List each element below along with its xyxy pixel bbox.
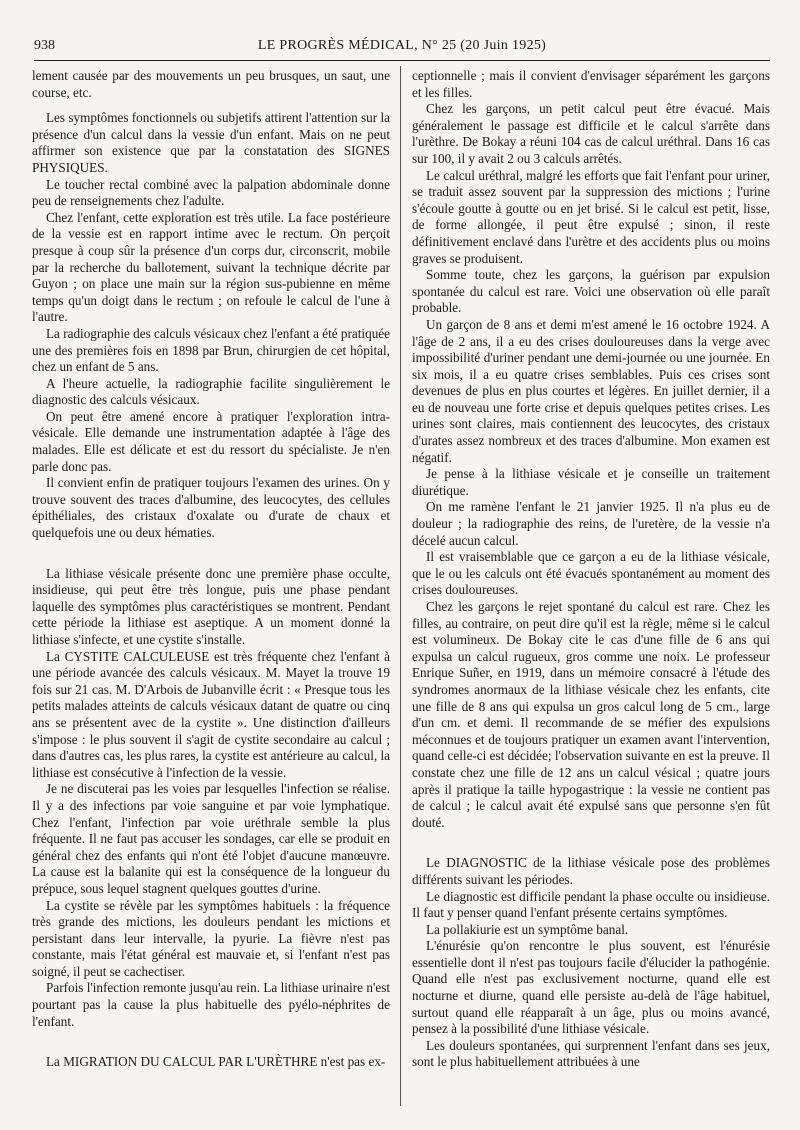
running-head: LE PROGRÈS MÉDICAL, N° 25 (20 Juin 1925)	[257, 38, 547, 53]
paragraph: Les symptômes fonctionnels ou subjetifs attirent l'attention sur la présence d'un calcul dans la vessie d'un enfant. Mais on ne peut affirmer son existence que par la constatation des SIGNES PHYSIQUES.	[32, 110, 390, 175]
paragraph: Chez les garçons le rejet spontané du calcul est rare. Chez les filles, au contraire, on peut dire qu'il est la règle, même si le calcul est volumineux. De Bokay cite le cas d'une fille de 6 ans qui expulsa un calcul rugueux, gros comme une noix. Le professeur Enrique Suñer, en 1919, dans un mémoire consacré à l'étude des syndromes anormaux de la lithiase vésicale chez les enfants, cite une fille de 8 ans qui expulsa un gros calcul long de 5 cm., large d'un cm. et demi. Il recommande de se méfier des expulsions méconnues et de toujours pratiquer un examen avant l'intervention, quand celle-ci est décidée; l'observation suivante en est la preuve. Il constate chez une fille de 12 ans un calcul vésical ; quatre jours après il pratique la taille hypogastrique : la vessie ne contient pas de calcul ; le calcul avait été expulsé sans que personne s'en fût douté.	[412, 599, 770, 830]
paragraph: Le diagnostic est difficile pendant la phase occulte ou insidieuse. Il faut y penser quand l'enfant présente certains symptômes.	[412, 888, 770, 921]
right-column	[412, 68, 770, 1071]
left-column	[32, 68, 390, 1071]
paragraph: Le toucher rectal combiné avec la palpation abdominale donne peu de renseignements chez l'adulte.	[32, 176, 390, 209]
page-number: 938	[34, 38, 55, 53]
paragraph: Les douleurs spontanées, qui surprennent l'enfant dans ses jeux, sont le plus habituellement attribuées à une	[412, 1037, 770, 1070]
paragraph: La MIGRATION DU CALCUL PAR L'URÈTHRE n'est pas ex-	[46, 1054, 386, 1070]
paragraph: Un garçon de 8 ans et demi m'est amené le 16 octobre 1924. A l'âge de 2 ans, il a eu des crises douloureuses dans la verge avec impossibilité d'uriner pendant une demi-journée ou une journée. En six mois, il a eu quatre crises semblables. Puis ces crises sont devenues de plus en plus courtes et légères. En juillet dernier, il a eu de nouveau une forte crise et depuis quelques petites crises. Les urines sont claires, mais contiennent des leucocytes, des cristaux d'urates assez nombreux et des traces d'albumine. Mon examen est négatif.	[412, 316, 770, 465]
paragraph: Chez l'enfant, cette exploration est très utile. La face postérieure de la vessie est en rapport intime avec le rectum. On perçoit presque à coup sûr la présence d'un corps dur, circonscrit, mobile par la recherche du ballotement, suivant la technique décrite par Guyon ; on place une main sur la région sus-pubienne en même temps qu'un doigt dans le rectum ; on refoule le calcul de l'une à l'autre.	[32, 209, 390, 325]
paragraph: La pollakiurie est un symptôme banal.	[426, 921, 629, 937]
paragraph: Il convient enfin de pratiquer toujours l'examen des urines. On y trouve souvent des traces d'albumine, des leucocytes, des cellules épithéliales, des cristaux d'oxalate ou d'urate de chaux et quelquefois une ou deux hématies.	[32, 475, 390, 541]
paragraph: Je pense à la lithiase vésicale et je conseille un traitement diurétique.	[412, 466, 770, 498]
paragraph: La CYSTITE CALCULEUSE est très fréquente chez l'enfant à une période avancée des calculs vésicaux. M. Mayet la trouve 19 fois sur 21 cas. M. D'Arbois de Jubanville écrit : « Presque tous les petits malades atteints de calculs vésicaux datant de quatre ou cinq ans se présentent avec de la cystite ». Une distinction d'ailleurs s'impose : le plus souvent il s'agit de cystite secondaire au calcul ; dans d'autres cas, les plus rares, la cystite est antérieure au calcul, la lithiase est consécutive à l'infection de la vessie.	[32, 648, 390, 780]
paragraph: Le calcul uréthral, malgré les efforts que fait l'enfant pour uriner, se traduit assez souvent par la suppression des mictions ; l'urine s'écoule goutte à goutte ou en jet brisé. Si le calcul est petit, lisse, de forme allongée, il peut être expulsé ; sinon, il reste définitivement enclavé dans l'urètre et des accidents plus ou moins graves se produisent.	[412, 167, 770, 266]
paragraph: On me ramène l'enfant le 21 janvier 1925. Il n'a plus eu de douleur ; la radiographie des reins, de l'uretère, de la vessie n'a décelé aucun calcul.	[412, 499, 770, 548]
paragraph: lement causée par des mouvements un peu brusques, un saut, une course, etc.	[32, 68, 390, 100]
paragraph: A l'heure actuelle, la radiographie facilite singulièrement le diagnostic des calculs vésicaux.	[32, 375, 390, 408]
paragraph: Le DIAGNOSTIC de la lithiase vésicale pose des problèmes différents suivant les périodes.	[412, 855, 770, 887]
paragraph: Je ne discuterai pas les voies par lesquelles l'infection se réalise. Il y a des infections par voie sanguine et par voie lymphatique. Chez l'enfant, l'infection par voie uréthrale semble la plus fréquente. Il ne faut pas accuser les sondages, car elle se produit en général chez des enfants qui n'ont été l'objet d'aucune manœuvre. La cause est la balanite qui est la conséquence de la longueur du prépuce, sous lequel stagnent quelques gouttes d'urine.	[32, 781, 390, 896]
paragraph: La radiographie des calculs vésicaux chez l'enfant a été pratiquée une des premières fois en 1898 par Brun, chirurgien de cet hôpital, chez un enfant de 5 ans.	[32, 325, 390, 375]
paragraph: On peut être amené encore à pratiquer l'exploration intra-vésicale. Elle demande une instrumentation adaptée à l'âge des malades. Elle est délicate et est du ressort du spécialiste. Je n'en parle donc pas.	[32, 408, 390, 474]
paragraph: L'énurésie qu'on rencontre le plus souvent, est l'énurésie essentielle dont il n'est pas toujours facile d'élucider la pathogénie. Quand elle n'est pas exclusivement nocturne, quand elle est nocturne et diurne, quand elle persiste au-delà de l'âge habituel, surtout quand elle réapparaît à un âge, plus ou moins avancé, pensez à la possibilité d'une lithiase vésicale.	[412, 938, 770, 1037]
page-header	[34, 36, 770, 61]
paragraph: Parfois l'infection remonte jusqu'au rein. La lithiase urinaire n'est pourtant pas la cause la plus habituelle des pyélo-néphrites de l'enfant.	[32, 980, 390, 1029]
column-divider	[400, 66, 401, 1106]
paragraph: Il est vraisemblable que ce garçon a eu de la lithiase vésicale, que le ou les calculs ont été évacués spontanément au moment des crises douloureuses.	[412, 549, 770, 598]
paragraph: Somme toute, chez les garçons, la guérison par expulsion spontanée du calcul est rare. Voici une observation où elle paraît probable.	[412, 267, 770, 316]
paragraph: Chez les garçons, un petit calcul peut être évacué. Mais généralement le passage est difficile et le calcul s'arrête dans l'urèthre. De Bokay a réuni 104 cas de calcul uréthral. Dans 16 cas sur 100, il y avait 2 ou 3 calculs arrêtés.	[412, 101, 770, 166]
paragraph: ceptionnelle ; mais il convient d'envisager séparément les garçons et les filles.	[412, 68, 770, 100]
paragraph: La lithiase vésicale présente donc une première phase occulte, insidieuse, qui peut être très longue, puis une phase pendant laquelle des symptômes plus caractéristiques se montrent. Pendant cette période la lithiase est aseptique. A un moment donné la lithiase s'infecte, et une cystite s'installe.	[32, 565, 390, 647]
paragraph: La cystite se révèle par les symptômes habituels : la fréquence très grande des mictions, les douleurs pendant les mictions et persistant dans leur intervalle, la pyurie. La fièvre n'est pas constante, mais l'état général est mauvaie et, si l'enfant n'est pas soigné, il peut se cachectiser.	[32, 897, 390, 979]
